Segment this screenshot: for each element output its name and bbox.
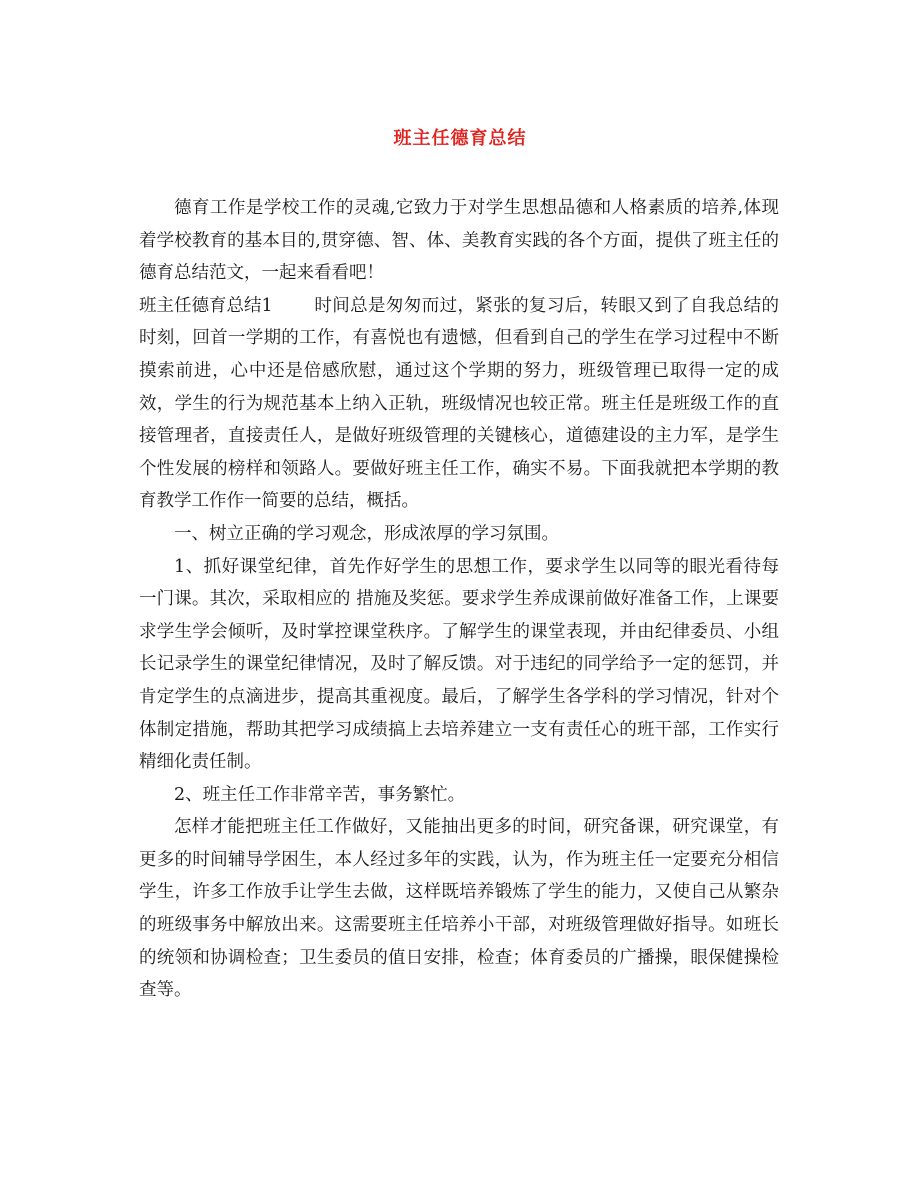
point-1-heading: 一、树立正确的学习观念，形成浓厚的学习氛围。 xyxy=(174,523,559,544)
point-2-paragraph: 怎样才能把班主任工作做好，又能抽出更多的时间，研究备课，研究课堂，有更多的时间辅导学困生，本人经过多年的实践，认为，作为班主任一定要充分相信学生，许多工作放手让学生去做，这样既培养锻炼了学生的能力，又使自己从繁杂的班级事务中解放出来。这需要班主任培养小干部，对班级管理做好指导。如班长的统领和协调检查；卫生委员的值日安排，检查；体育委员的广播操，眼保健操检查等。 xyxy=(139,817,779,1001)
document-title: 班主任德育总结 xyxy=(393,128,527,149)
point-1-1-paragraph: 1、抓好课堂纪律，首先作好学生的思想工作，要求学生以同等的眼光看待每一门课。其次，采取相应的 措施及奖惩。要求学生养成课前做好准备工作，上课要求学生学会倾听，及时掌控课堂秩序。了解学生的课堂表现，并由纪律委员、小组长记录学生的课堂纪律情况，及时了解反馈。对于违纪的同学给予一定的惩罚，并肯定学生的点滴进步，提高其重视度。最后，了解学生各学科的学习情况，针对个体制定措施，帮助其把学习成绩搞上去培养建立一支有责任心的班干部，工作实行精细化责任制。 xyxy=(139,556,779,773)
section-label: 班主任德育总结1 xyxy=(139,295,273,316)
section-paragraph xyxy=(139,290,779,518)
point-2-heading: 2、班主任工作非常辛苦，事务繁忙。 xyxy=(174,784,466,805)
intro-paragraph: 德育工作是学校工作的灵魂,它致力于对学生思想品德和人格素质的培养,体现着学校教育的基本目的,贯穿德、智、体、美教育实践的各个方面，提供了班主任的德育总结范文，一起来看看吧！ xyxy=(139,198,779,284)
document-body xyxy=(139,192,779,1007)
section-body: 时间总是匆匆而过，紧张的复习后，转眼又到了自我总结的时刻，回首一学期的工作，有喜悦也有遗憾，但看到自己的学生在学习过程中不断摸索前进，心中还是倍感欣慰，通过这个学期的努力，班级管理已取得一定的成效，学生的行为规范基本上纳入正轨，班级情况也较正常。班主任是班级工作的直接管理者，直接责任人，是做好班级管理的关键核心，道德建设的主力军，是学生个性发展的榜样和领路人。要做好班主任工作，确实不易。下面我就把本学期的教育教学工作作一简要的总结，概括。 xyxy=(139,295,779,512)
